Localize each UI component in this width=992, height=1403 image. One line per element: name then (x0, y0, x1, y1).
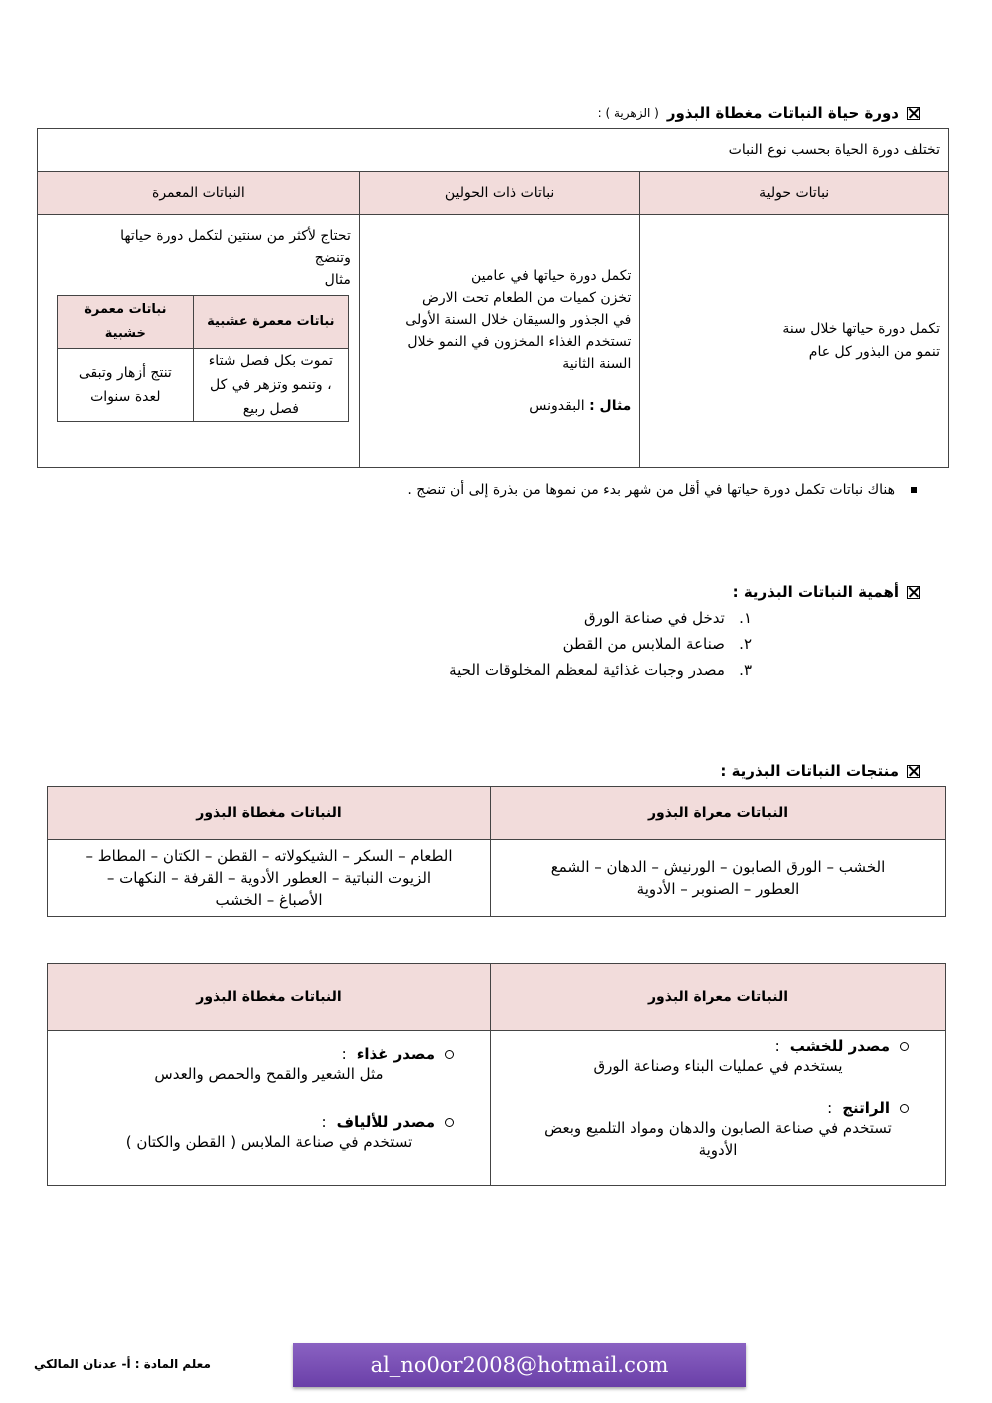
products-table (47, 786, 946, 917)
list-item: الراتنج : (501, 1099, 935, 1117)
header-perennial: النباتات المعمرة (38, 172, 360, 215)
checkbox-x-icon (907, 765, 920, 778)
perennial-cell: تحتاج لأكثر من سنتين لتكمل دورة حياتها وتنضج مثال نباتات معمرة عشبية نباتات معمرة خشبية تموت بكل فصل شتاء ، وتنمو وتزهر في كل فصل ربيع تنتج أزهار وتبقى لعدة سنوات (38, 215, 360, 468)
importance-list (449, 605, 752, 683)
woody-value: تنتج أزهار وتبقى لعدة سنوات (57, 349, 193, 422)
life-cycle-table (37, 128, 949, 468)
list-item: ٣. مصدر وجبات غذائية لمعظم المخلوقات الحية (449, 661, 752, 679)
list-item: مصدر غذاء : (58, 1045, 480, 1063)
note-line: هناك نباتات تكمل دورة حياتها في أقل من شهر بدء من نموها من بذرة إلى أن تنضج . (407, 482, 917, 498)
gymno-products: الخشب – الورق الصابون – الورنيش – الدهان – الشمع العطور – الصنوبر – الأدوية (491, 840, 946, 917)
teacher-credit: معلم المادة : أ- عدنان المالكي (34, 1357, 211, 1371)
list-item: ٢. صناعة الملابس من القطن (562, 635, 752, 653)
hollow-circle-icon (445, 1118, 454, 1127)
angio-uses-header: النباتات مغطاة البذور (48, 964, 491, 1031)
perennial-subtable (57, 295, 349, 422)
angio-products: الطعام – السكر – الشيكولاته – القطن – الكتان – المطاط – الزيوت النباتية – العطور الأدوية – القرفة – النكهات – الأصباغ – الخشب (48, 840, 491, 917)
hollow-circle-icon (445, 1050, 454, 1059)
hollow-circle-icon (900, 1042, 909, 1051)
section1-heading: دورة حياة النباتات مغطاة البذور ( الزهرية ) : (598, 104, 920, 122)
angio-header: النباتات مغطاة البذور (48, 787, 491, 840)
square-bullet-icon (911, 487, 917, 493)
angio-uses: مصدر غذاء : مثل الشعير والقمح والحمص والعدس مصدر للألياف : تستخدم في صناعة الملابس ( القطن والكتان ) (48, 1031, 491, 1186)
email-banner[interactable]: al_no0or2008@hotmail.com (293, 1343, 746, 1387)
section3-heading: منتجات النباتات البذرية : (720, 762, 920, 780)
list-item: مصدر للألياف : (58, 1113, 480, 1131)
header-annual: نباتات حولية (640, 172, 949, 215)
herbaceous-header: نباتات معمرة عشبية (193, 296, 348, 349)
gymno-uses: مصدر للخشب : يستخدم في عمليات البناء وصناعة الورق الراتنج : تستخدم في صناعة الصابون والدهان ومواد التلميع وبعض الأدوية (491, 1031, 946, 1186)
header-biennial: نباتات ذات الحولين (359, 172, 640, 215)
hollow-circle-icon (900, 1104, 909, 1113)
woody-header: نباتات معمرة خشبية (57, 296, 193, 349)
gymno-uses-header: النباتات معراة البذور (491, 964, 946, 1031)
list-item: ١. تدخل في صناعة الورق (584, 609, 752, 627)
herbaceous-value: تموت بكل فصل شتاء ، وتنمو وتزهر في كل فصل ربيع (193, 349, 348, 422)
uses-table (47, 963, 946, 1186)
checkbox-x-icon (907, 107, 920, 120)
list-item: مصدر للخشب : (501, 1037, 935, 1055)
biennial-cell: تكمل دورة حياتها في عامين تخزن كميات من الطعام تحت الارض في الجذور والسيقان خلال السنة الأولى تستخدم الغذاء المخزون في النمو خلال السنة الثانية مثال : البقدونس (359, 215, 640, 468)
gymno-header: النباتات معراة البذور (491, 787, 946, 840)
checkbox-x-icon (907, 586, 920, 599)
section2-heading: أهمية النباتات البذرية : (733, 583, 920, 601)
annual-cell: تكمل دورة حياتها خلال سنة تنمو من البذور كل عام (640, 215, 949, 468)
life-cycle-intro: تختلف دورة الحياة بحسب نوع النبات (38, 129, 949, 172)
